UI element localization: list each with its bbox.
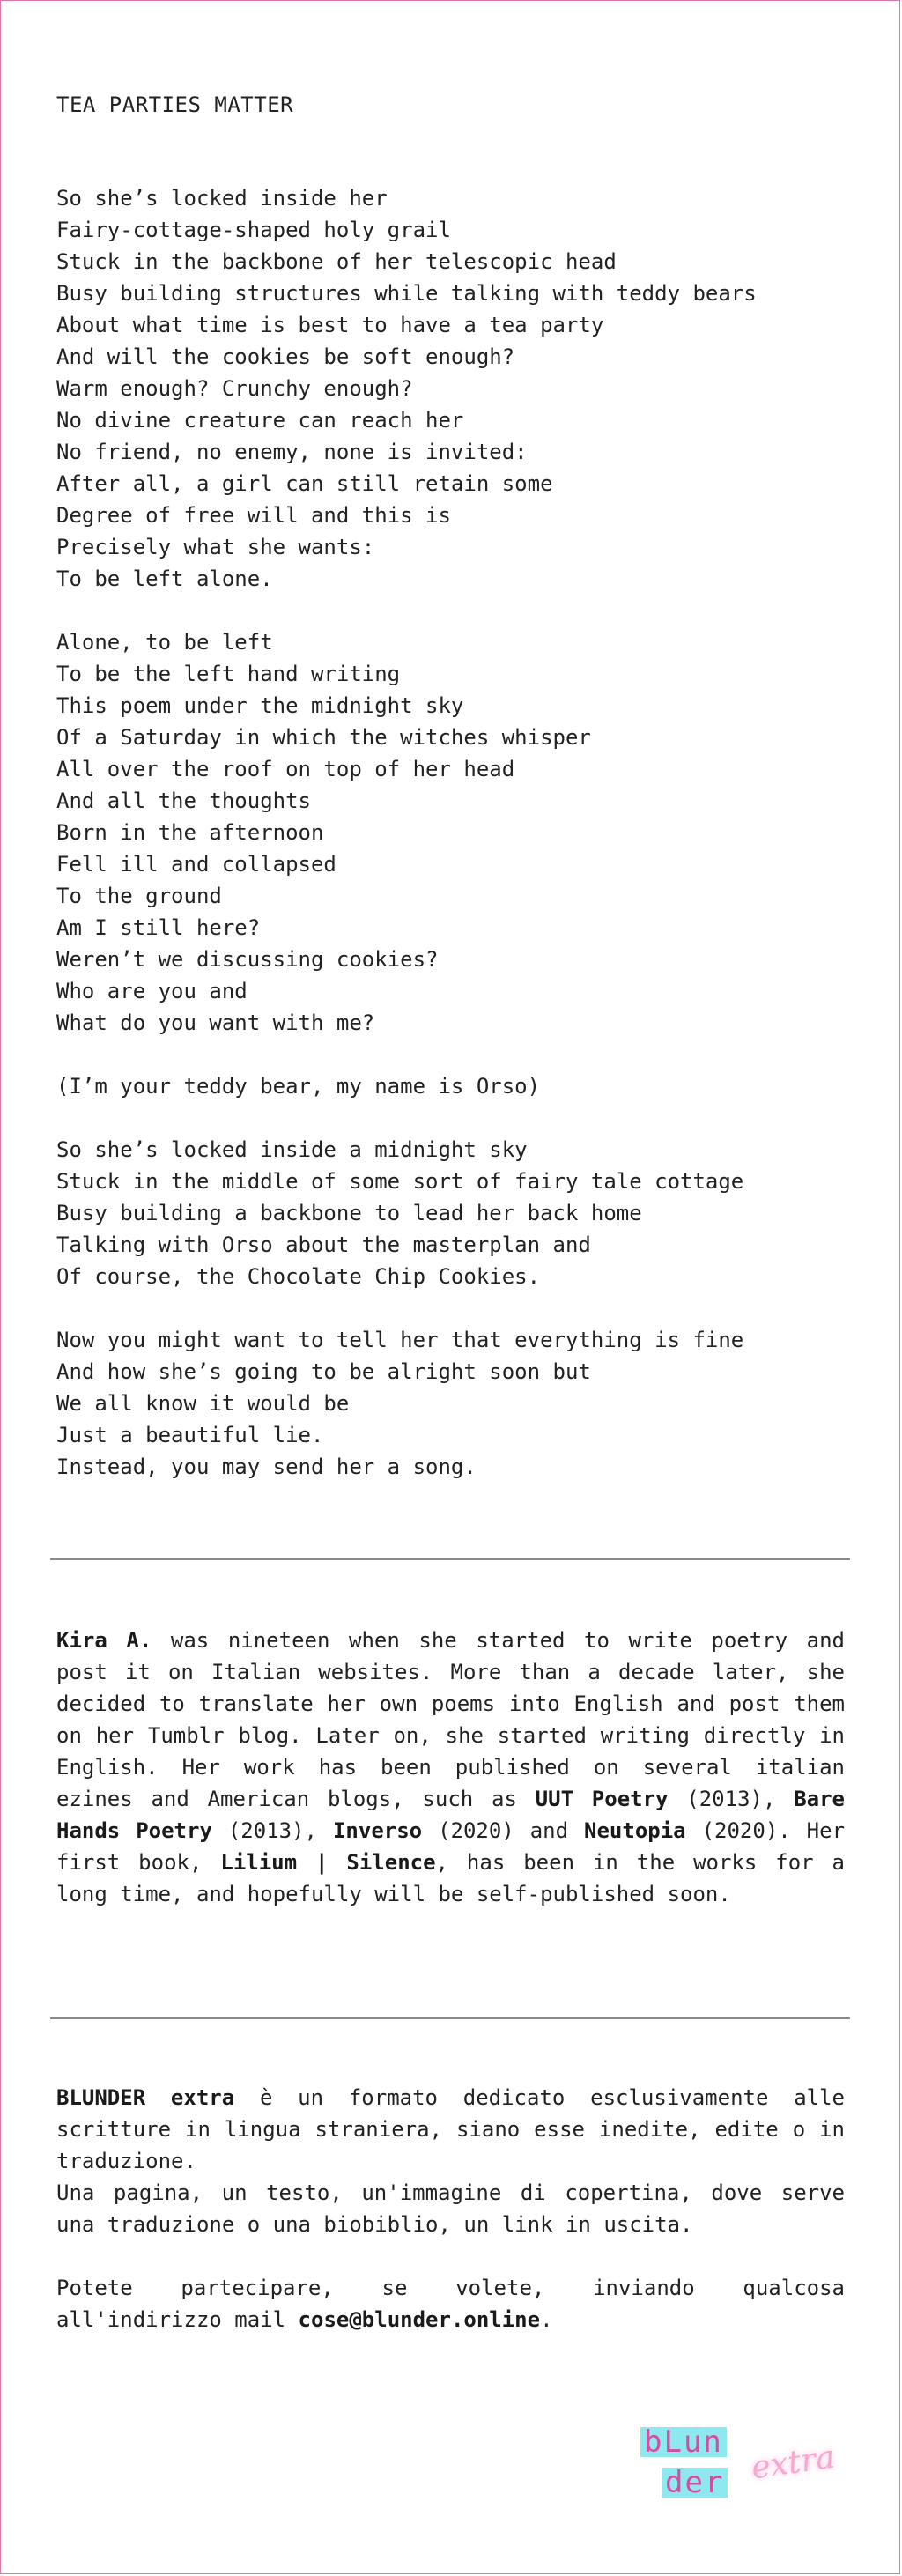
- poem-body: [56, 182, 849, 1514]
- poem-line: All over the roof on top of her head: [56, 757, 515, 781]
- divider: [50, 2017, 850, 2019]
- poem-line: And how she’s going to be alright soon but: [56, 1359, 591, 1384]
- poem-line: Now you might want to tell her that everything is fine: [56, 1328, 744, 1352]
- author-name: Kira A.: [56, 1628, 152, 1653]
- poem-line: We all know it would be: [56, 1391, 350, 1416]
- poem-line: Busy building structures while talking with teddy bears: [56, 281, 757, 306]
- logo-word-extra: extra: [749, 2439, 838, 2487]
- bio-text: (2013),: [668, 1787, 795, 1811]
- poem-line: Instead, you may send her a song.: [56, 1455, 477, 1479]
- book-title: Lilium | Silence: [220, 1850, 436, 1875]
- logo-word-der: der: [662, 2468, 728, 2498]
- publication: Inverso: [332, 1818, 423, 1843]
- poem-line: To be left alone.: [56, 566, 273, 591]
- poem-line: Precisely what she wants:: [56, 535, 375, 559]
- bio-text: (2020) and: [422, 1818, 585, 1843]
- blunder-name: BLUNDER extra: [56, 2085, 235, 2110]
- poem-line: Fell ill and collapsed: [56, 852, 336, 877]
- bio-text: (2020). Her first book,: [56, 1818, 846, 1875]
- poem-line: Stuck in the backbone of her telescopic head: [56, 249, 617, 274]
- logo-word-blun: bLun: [640, 2427, 727, 2457]
- blunder-intro: [56, 2082, 845, 2177]
- blunder-format: Una pagina, un testo, un'immagine di copertina, dove serve una traduzione o una biobiblio, un link in uscita.: [56, 2180, 845, 2237]
- blunder-extra-logo: [635, 2422, 847, 2510]
- poem-line: And will the cookies be soft enough?: [56, 344, 515, 369]
- poem-line: Who are you and: [56, 979, 248, 1003]
- divider: [50, 1558, 850, 1560]
- publication: Bare Hands Poetry: [56, 1787, 845, 1843]
- blunder-text: .: [540, 2307, 553, 2332]
- poem-line: No friend, no enemy, none is invited:: [56, 440, 528, 464]
- author-bio: [56, 1625, 845, 1910]
- blunder-text: è un formato dedicato esclusivamente alle scritture in lingua straniera, siano esse inedite, edite o in traduzione.: [56, 2085, 845, 2173]
- stanza-4: [56, 1134, 849, 1292]
- stanza-5: [56, 1324, 849, 1483]
- poem-line: So she’s locked inside a midnight sky: [56, 1137, 528, 1162]
- poem-line: Of a Saturday in which the witches whisper: [56, 725, 591, 750]
- poem-line: To be the left hand writing: [56, 662, 401, 686]
- poem-line: Weren’t we discussing cookies?: [56, 947, 439, 972]
- poem-line: Alone, to be left: [56, 630, 273, 655]
- publication: Neutopia: [584, 1818, 686, 1843]
- poem-line: Degree of free will and this is: [56, 503, 451, 528]
- blunder-text: Potete partecipare, se volete, inviando qualcosa all'indirizzo mail: [56, 2276, 845, 2332]
- poem-line: This poem under the midnight sky: [56, 693, 464, 718]
- stanza-3: [56, 1070, 849, 1102]
- poem-line: No divine creature can reach her: [56, 408, 464, 433]
- blunder-contact: [56, 2272, 845, 2335]
- poem-line: Born in the afternoon: [56, 820, 324, 845]
- poem-line: What do you want with me?: [56, 1010, 375, 1035]
- poem-line: (I’m your teddy bear, my name is Orso): [56, 1074, 541, 1099]
- poem-line: So she’s locked inside her: [56, 186, 388, 211]
- blunder-info: [56, 2082, 845, 2335]
- stanza-1: [56, 182, 849, 595]
- email-link[interactable]: cose@blunder.online: [298, 2307, 541, 2332]
- poem-line: Of course, the Chocolate Chip Cookies.: [56, 1264, 541, 1289]
- poem-line: Busy building a backbone to lead her back home: [56, 1201, 642, 1225]
- poem-line: Just a beautiful lie.: [56, 1423, 324, 1447]
- poem-line: To the ground: [56, 884, 222, 908]
- poem-line: Fairy-cottage-shaped holy grail: [56, 218, 451, 242]
- bio-text: , has been in the works for a long time, and hopefully will be self-published soon.: [56, 1850, 846, 1906]
- poem-line: Talking with Orso about the masterplan and: [56, 1232, 591, 1257]
- poem-line: After all, a girl can still retain some: [56, 471, 553, 496]
- poem-line: Stuck in the middle of some sort of fairy tale cottage: [56, 1169, 744, 1194]
- bio-text: (2013),: [211, 1818, 333, 1843]
- poem-line: Am I still here?: [56, 915, 261, 940]
- poem-line: Warm enough? Crunchy enough?: [56, 376, 413, 401]
- bio-text: was nineteen when she started to write poetry and post it on Italian websites. More than a decade later, she decided to translate her own poems into English and post them on her Tumblr blog. Later on, she started writing directly in English. Her work has been published on several italian ezines and American blogs, such as: [56, 1628, 845, 1811]
- poem-title: TEA PARTIES MATTER: [56, 93, 294, 117]
- publication: UUT Poetry: [535, 1787, 669, 1811]
- stanza-2: [56, 626, 849, 1039]
- poem-line: About what time is best to have a tea party: [56, 313, 604, 337]
- poem-line: And all the thoughts: [56, 788, 311, 813]
